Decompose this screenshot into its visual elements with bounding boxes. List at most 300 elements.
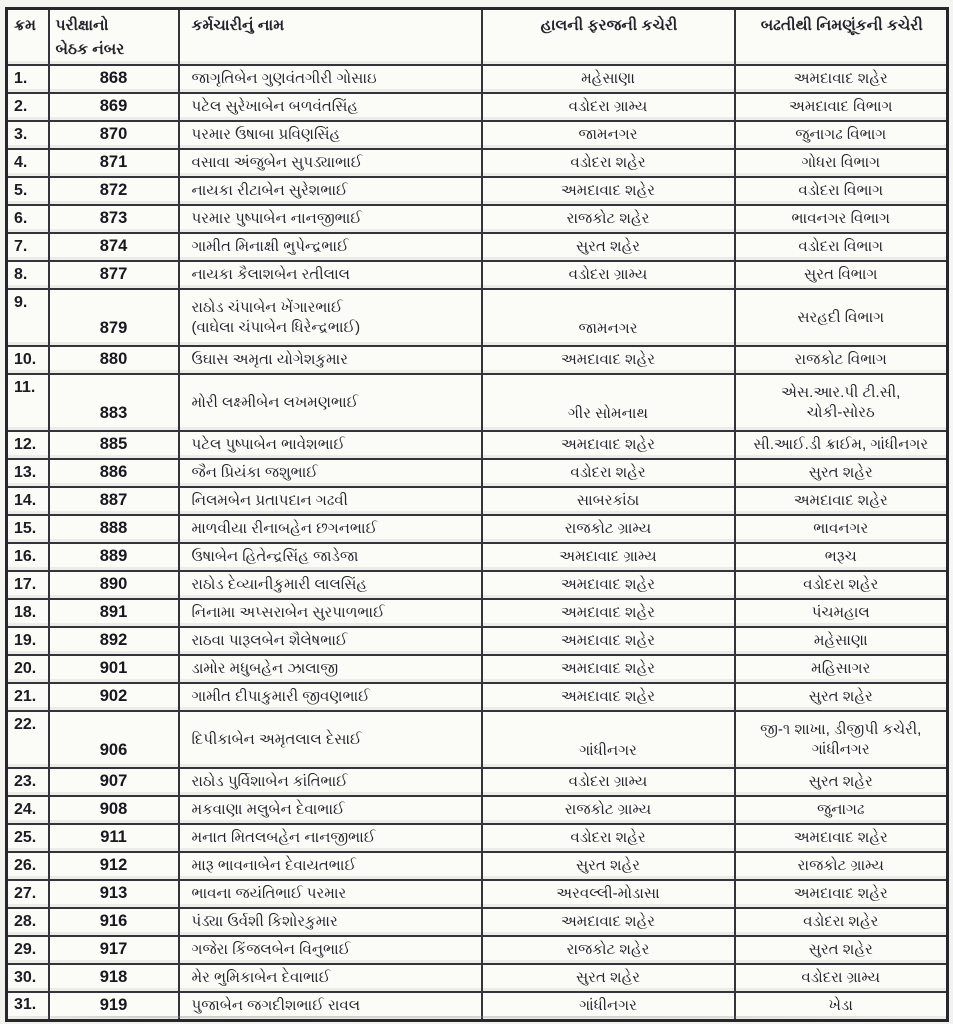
serial-cell [7,880,49,908]
seat-number-cell-text: 887 [99,491,128,510]
header-current-office-label: હાલની ફરજની કચેરી [540,17,678,34]
seat-number-cell [49,459,179,487]
current-office-cell-text: જામનગર [578,319,638,337]
promotion-office-cell-text: અમદાવાદ શહેર [793,70,888,88]
promotion-office-cell [735,655,948,683]
serial-cell-text: 4. [14,153,28,171]
promotion-office-cell-text: વડોદરા શહેર [803,913,879,931]
current-office-cell-text: અમદાવાદ શહેર [560,182,656,200]
serial-cell [7,374,49,431]
seat-number-cell-text: 908 [99,800,128,819]
serial-cell-text: 31. [14,996,37,1014]
employee-name-cell [179,205,482,233]
promotion-office-cell-text: સુરત વિભાગ [804,266,878,284]
serial-cell [7,93,49,121]
serial-cell [7,908,49,936]
current-office-cell-text: ગીર સોમનાથ [567,404,648,422]
employee-name-cell-text: રાઠોડ દેવ્યાનીકુમારી લાલસિંહ [191,576,368,594]
promotion-office-cell-text: મહેસાણા [813,632,868,650]
table-body [7,65,948,1020]
seat-number-cell-text: 901 [99,659,128,678]
table-row [7,627,948,655]
seat-number-cell-text: 902 [99,687,128,706]
promotion-office-cell [735,431,948,459]
current-office-cell [482,289,735,346]
table-row [7,205,948,233]
current-office-cell-text: રાજકોટ ગ્રામ્ય [564,520,652,538]
promotion-posting-table [5,7,949,1022]
employee-name-cell [179,543,482,571]
header-promotion-office-label: બઢતીથી નિમણૂંકની કચેરી [760,17,923,34]
seat-number-cell [49,768,179,796]
serial-cell-text: 2. [14,97,28,115]
serial-cell [7,543,49,571]
header-cell-promotion-office [735,9,948,66]
serial-cell [7,459,49,487]
promotion-office-cell-text: જુનાગઢ વિભાગ [795,126,887,144]
promotion-office-cell [735,233,948,261]
current-office-cell-text: રાજકોટ શહેર [566,210,650,228]
serial-cell-text: 25. [14,828,37,846]
employee-name-cell-text: મકવાણા મલુબેન દેવાભાઈ [191,801,345,819]
employee-name-cell-text: પરમાર પુષ્પાબેન નાનજીભાઈ [191,210,362,228]
current-office-cell [482,346,735,374]
current-office-cell-text: સુરત શહેર [575,857,640,875]
employee-name-cell-text: ગજેરા કિંજલબેન વિનુભાઈ [191,941,351,959]
table-row [7,936,948,964]
current-office-cell-text: અમદાવાદ શહેર [560,576,656,594]
serial-cell-text: 1. [14,69,28,87]
current-office-cell [482,149,735,177]
serial-cell-text: 6. [14,209,28,227]
employee-name-cell-text: રાઠોડ ચંપાબેન ખેંગારભાઈ [191,299,343,317]
serial-cell-text: 14. [14,491,37,509]
promotion-office-cell-text: ભાવનગર વિભાગ [791,210,890,228]
serial-cell-text: 13. [14,463,37,481]
table-row [7,149,948,177]
promotion-office-cell [735,711,948,768]
seat-number-cell [49,964,179,992]
serial-cell [7,346,49,374]
employee-name-cell [179,880,482,908]
seat-number-cell-text: 891 [99,603,128,622]
current-office-cell-text: વડોદરા શહેર [570,154,646,172]
current-office-cell-text: વડોદરા શહેર [570,829,646,847]
serial-cell [7,289,49,346]
seat-number-cell-text: 917 [99,940,128,959]
serial-cell [7,431,49,459]
serial-cell-text: 10. [14,350,37,368]
table-row [7,571,948,599]
employee-name-cell-text: મોરી લક્ષ્મીબેન લખમણભાઈ [191,393,359,411]
seat-number-cell-text: 873 [99,209,128,228]
table-row [7,683,948,711]
employee-name-cell [179,233,482,261]
employee-name-cell [179,93,482,121]
current-office-cell [482,852,735,880]
promotion-office-cell [735,768,948,796]
serial-cell [7,121,49,149]
promotion-office-cell [735,908,948,936]
promotion-office-cell-text: ખેડા [828,997,853,1015]
current-office-cell [482,768,735,796]
serial-cell [7,964,49,992]
promotion-office-cell-text: એસ.આર.પી ટી.સી, [781,384,901,402]
employee-name-cell [179,346,482,374]
employee-name-cell [179,487,482,515]
serial-cell [7,599,49,627]
seat-number-cell-text: 916 [99,912,128,931]
serial-cell-text: 18. [14,603,37,621]
serial-cell [7,936,49,964]
seat-number-cell-text: 871 [99,153,128,172]
serial-cell-text: 22. [14,716,37,734]
serial-cell [7,768,49,796]
employee-name-cell-text: જૈન પ્રિયંકા જશુભાઈ [191,464,318,482]
seat-number-cell [49,711,179,768]
header-row [7,9,948,66]
serial-cell-text: 28. [14,912,37,930]
current-office-cell [482,908,735,936]
current-office-cell [482,880,735,908]
seat-number-cell [49,683,179,711]
current-office-cell-text: અમદાવાદ શહેર [560,632,656,650]
employee-name-cell [179,571,482,599]
current-office-cell-text: વડોદરા ગ્રામ્ય [568,773,648,791]
current-office-cell-text: અમદાવાદ શહેર [560,351,656,369]
promotion-office-cell [735,346,948,374]
promotion-office-cell-text: અમદાવાદ શહેર [793,492,888,510]
employee-name-cell [179,121,482,149]
current-office-cell [482,177,735,205]
seat-number-cell [49,796,179,824]
serial-cell-text: 5. [14,181,28,199]
serial-cell [7,65,49,93]
serial-cell-text: 20. [14,659,37,677]
current-office-cell [482,655,735,683]
current-office-cell [482,711,735,768]
current-office-cell [482,121,735,149]
promotion-office-cell-text: રાજકોટ વિભાગ [794,351,887,369]
promotion-office-cell [735,121,948,149]
table-row [7,289,948,346]
seat-number-cell-text: 869 [99,97,128,116]
promotion-office-cell-text: જી-૧ શાખા, ડીજીપી કચેરી, [760,721,922,739]
employee-name-cell-text: રાઠવા પારૂલબેન શૈલેષભાઈ [191,632,348,650]
table-row [7,655,948,683]
promotion-office-cell [735,487,948,515]
employee-name-cell-text: પંડ્યા ઉર્વશી કિશોરકુમાર [191,913,338,931]
seat-number-cell [49,908,179,936]
promotion-office-cell [735,599,948,627]
serial-cell [7,149,49,177]
seat-number-cell-text: 888 [99,519,128,538]
table-row [7,65,948,93]
seat-number-cell-text: 911 [100,828,127,847]
employee-name-cell-text: મેર ભુમિકાબેન દેવાભાઈ [191,969,331,987]
seat-number-cell [49,374,179,431]
serial-cell [7,515,49,543]
promotion-office-cell-text: ગાંધીનગર [811,740,870,758]
current-office-cell-text: અમદાવાદ ગ્રામ્ય [559,548,657,566]
promotion-office-cell-text: ગોધરા વિભાગ [801,154,881,172]
seat-number-cell [49,824,179,852]
employee-name-cell [179,964,482,992]
seat-number-cell-text: 919 [99,996,128,1015]
employee-name-cell [179,177,482,205]
current-office-cell [482,683,735,711]
table-row [7,543,948,571]
seat-number-cell [49,346,179,374]
serial-cell-text: 24. [14,800,37,818]
current-office-cell-text: સાબરકાંઠા [576,492,640,510]
current-office-cell [482,459,735,487]
current-office-cell [482,487,735,515]
seat-number-cell-text: 886 [99,463,128,482]
promotion-office-cell [735,880,948,908]
employee-name-cell-text: ઉષાબેન હિતેન્દ્રસિંહ જાડેજા [191,548,359,566]
current-office-cell [482,515,735,543]
current-office-cell-text: ગાંધીનગર [579,741,637,759]
current-office-cell-text: અમદાવાદ શહેર [560,436,656,454]
promotion-office-cell-text: મહિસાગર [811,660,871,678]
promotion-office-cell [735,571,948,599]
promotion-office-cell [735,683,948,711]
promotion-office-cell-text: ભાવનગર [813,520,869,538]
seat-number-cell [49,205,179,233]
seat-number-cell-text: 889 [99,547,128,566]
promotion-office-cell-text: સુરત શહેર [808,464,873,482]
employee-name-cell-text: જાગૃતિબેન ગુણવંતગીરી ગોસાઇ [191,70,377,88]
header-cell-employee-name [179,9,482,66]
promotion-office-cell [735,149,948,177]
serial-cell-text: 12. [14,435,37,453]
table-row [7,880,948,908]
table-row [7,121,948,149]
serial-cell-text: 21. [14,687,37,705]
promotion-office-cell [735,65,948,93]
employee-name-cell [179,908,482,936]
promotion-office-cell [735,627,948,655]
seat-number-cell-text: 913 [99,884,128,903]
employee-name-cell [179,149,482,177]
seat-number-cell-text: 874 [99,237,128,256]
table-row [7,177,948,205]
current-office-cell [482,824,735,852]
promotion-office-cell-text: અમદાવાદ શહેર [793,829,888,847]
promotion-office-cell [735,93,948,121]
employee-name-cell [179,261,482,289]
current-office-cell [482,374,735,431]
seat-number-cell [49,571,179,599]
promotion-office-cell [735,824,948,852]
seat-number-cell [49,261,179,289]
promotion-office-cell-text: વડોદરા ગ્રામ્ય [801,969,881,987]
current-office-cell [482,261,735,289]
promotion-office-cell [735,964,948,992]
promotion-office-cell [735,374,948,431]
serial-cell-text: 30. [14,968,37,986]
current-office-cell [482,93,735,121]
seat-number-cell [49,233,179,261]
serial-cell-text: 27. [14,884,37,902]
promotion-office-cell-text: અમદાવાદ વિભાગ [789,98,893,116]
serial-cell [7,177,49,205]
promotion-office-cell-text: સરહદી વિભાગ [797,308,885,326]
seat-number-cell [49,93,179,121]
scan-artifact-line [0,1016,953,1018]
promotion-office-cell [735,261,948,289]
employee-name-cell-text: ગામીત મિનાક્ષી ભુપેન્દ્રભાઈ [191,238,349,256]
seat-number-cell-text: 890 [99,575,128,594]
table-row [7,852,948,880]
serial-cell-text: 16. [14,547,37,565]
serial-cell-text: 26. [14,856,37,874]
employee-name-cell [179,599,482,627]
seat-number-cell-text: 870 [99,125,128,144]
header-seat-line2: બેઠક નંબર [55,41,125,59]
current-office-cell-text: રાજકોટ શહેર [566,941,650,959]
current-office-cell [482,796,735,824]
employee-name-cell-text: નિનામા અપ્સરાબેન સુરપાળભાઈ [191,604,385,622]
serial-cell [7,205,49,233]
employee-name-cell-text: મનાત મિતલબહેન નાનજીભાઈ [191,829,376,847]
employee-name-cell [179,936,482,964]
employee-name-cell [179,459,482,487]
promotion-office-cell [735,205,948,233]
current-office-cell-text: અમદાવાદ શહેર [560,913,656,931]
seat-number-cell [49,149,179,177]
employee-name-cell-text: દિપીકાબેન અમૃતલાલ દેસાઈ [191,730,362,748]
current-office-cell [482,543,735,571]
promotion-office-cell-text: સુરત શહેર [808,941,873,959]
header-cell-serial [7,9,49,66]
employee-name-cell-text: પટેલ પુષ્પાબેન ભાવેશભાઈ [191,436,345,454]
table-row [7,768,948,796]
current-office-cell [482,65,735,93]
serial-cell-text: 8. [14,265,28,283]
header-cell-seat-number [49,9,179,66]
employee-name-cell [179,515,482,543]
current-office-cell-text: વડોદરા ગ્રામ્ય [568,266,648,284]
employee-name-cell-text: પટેલ સુરેખાબેન બળવંતસિંહ [191,98,359,116]
header-cell-current-office [482,9,735,66]
employee-name-cell [179,655,482,683]
table-row [7,261,948,289]
header-seat-line1: પરીક્ષાનો [55,17,109,34]
current-office-cell-text: અરવલ્લી-મોડાસા [556,885,660,903]
serial-cell-text: 7. [14,237,28,255]
serial-cell-text: 11. [14,379,36,397]
seat-number-cell-text: 877 [99,265,128,284]
seat-number-cell-text: 872 [99,181,128,200]
employee-name-cell [179,683,482,711]
seat-number-cell [49,936,179,964]
promotion-office-cell-text: વડોદરા વિભાગ [798,238,884,256]
current-office-cell-text: વડોદરા ગ્રામ્ય [568,98,648,116]
employee-name-cell [179,65,482,93]
promotion-office-cell [735,543,948,571]
promotion-office-cell [735,936,948,964]
employee-name-cell-text: નિલમબેન પ્રતાપદાન ગઢવી [191,492,348,510]
promotion-office-cell-text: સી.આઈ.ડી ક્રાઈમ, ગાંધીનગર [753,436,929,454]
seat-number-cell [49,431,179,459]
seat-number-cell-text: 879 [99,318,128,337]
serial-cell-text: 29. [14,940,37,958]
promotion-office-cell-text: સુરત શહેર [808,773,873,791]
serial-cell-text: 17. [14,575,37,593]
current-office-cell [482,964,735,992]
promotion-office-cell-text: રાજકોટ ગ્રામ્ય [797,857,884,875]
table-row [7,908,948,936]
seat-number-cell [49,289,179,346]
header-serial-label: ક્રમ [14,17,36,34]
seat-number-cell [49,852,179,880]
current-office-cell [482,599,735,627]
seat-number-cell-text: 918 [99,968,128,987]
employee-name-cell [179,627,482,655]
table-row [7,459,948,487]
promotion-office-cell [735,852,948,880]
seat-number-cell-text: 912 [99,856,128,875]
seat-number-cell [49,880,179,908]
employee-name-cell-text: ભાવના જયંતિભાઈ પરમાર [191,885,347,903]
seat-number-cell-text: 892 [99,631,128,650]
current-office-cell [482,431,735,459]
current-office-cell-text: સુરત શહેર [575,969,640,987]
promotion-office-cell-text: વડોદરા વિભાગ [798,182,884,200]
employee-name-cell [179,824,482,852]
current-office-cell [482,205,735,233]
current-office-cell-text: જામનગર [578,126,638,144]
table-row [7,599,948,627]
serial-cell [7,796,49,824]
promotion-office-cell-text: સુરત શહેર [808,688,873,706]
employee-name-cell-text: ડામોર મધુબહેન ઝાલાજી [191,660,339,678]
employee-name-cell [179,431,482,459]
employee-name-cell-text: ઉઘાસ અમૃતા યોગેશકુમાર [191,351,348,369]
current-office-cell-text: વડોદરા શહેર [570,464,646,482]
employee-name-cell-text: પુજાબેન જગદીશભાઈ રાવલ [191,997,361,1015]
serial-cell-text: 3. [14,125,28,143]
seat-number-cell [49,487,179,515]
current-office-cell-text: ગાંધીનગર [579,997,637,1015]
seat-number-cell [49,65,179,93]
employee-name-cell [179,289,482,346]
promotion-office-cell-text: વડોદરા શહેર [803,576,879,594]
employee-name-cell-text: (વાઘેલા ચંપાબેન ધિરેન્દ્રભાઈ) [191,318,361,336]
table-row [7,374,948,431]
seat-number-cell-text: 868 [99,69,128,88]
serial-cell [7,627,49,655]
table-row [7,487,948,515]
current-office-cell-text: રાજકોટ ગ્રામ્ય [564,801,652,819]
employee-name-cell-text: પરમાર ઉષાબા પ્રવિણસિંહ [191,126,341,144]
table-row [7,824,948,852]
promotion-office-cell-text: ભરૂચ [824,548,857,566]
seat-number-cell [49,599,179,627]
seat-number-cell-text: 883 [99,403,128,422]
serial-cell [7,571,49,599]
current-office-cell [482,627,735,655]
promotion-office-cell-text: પંચમહાલ [811,604,870,622]
seat-number-cell [49,655,179,683]
seat-number-cell [49,121,179,149]
current-office-cell [482,936,735,964]
employee-name-cell-text: ગામીત દીપાકુમારી જીવણભાઈ [191,688,370,706]
table-row [7,431,948,459]
table-row [7,796,948,824]
